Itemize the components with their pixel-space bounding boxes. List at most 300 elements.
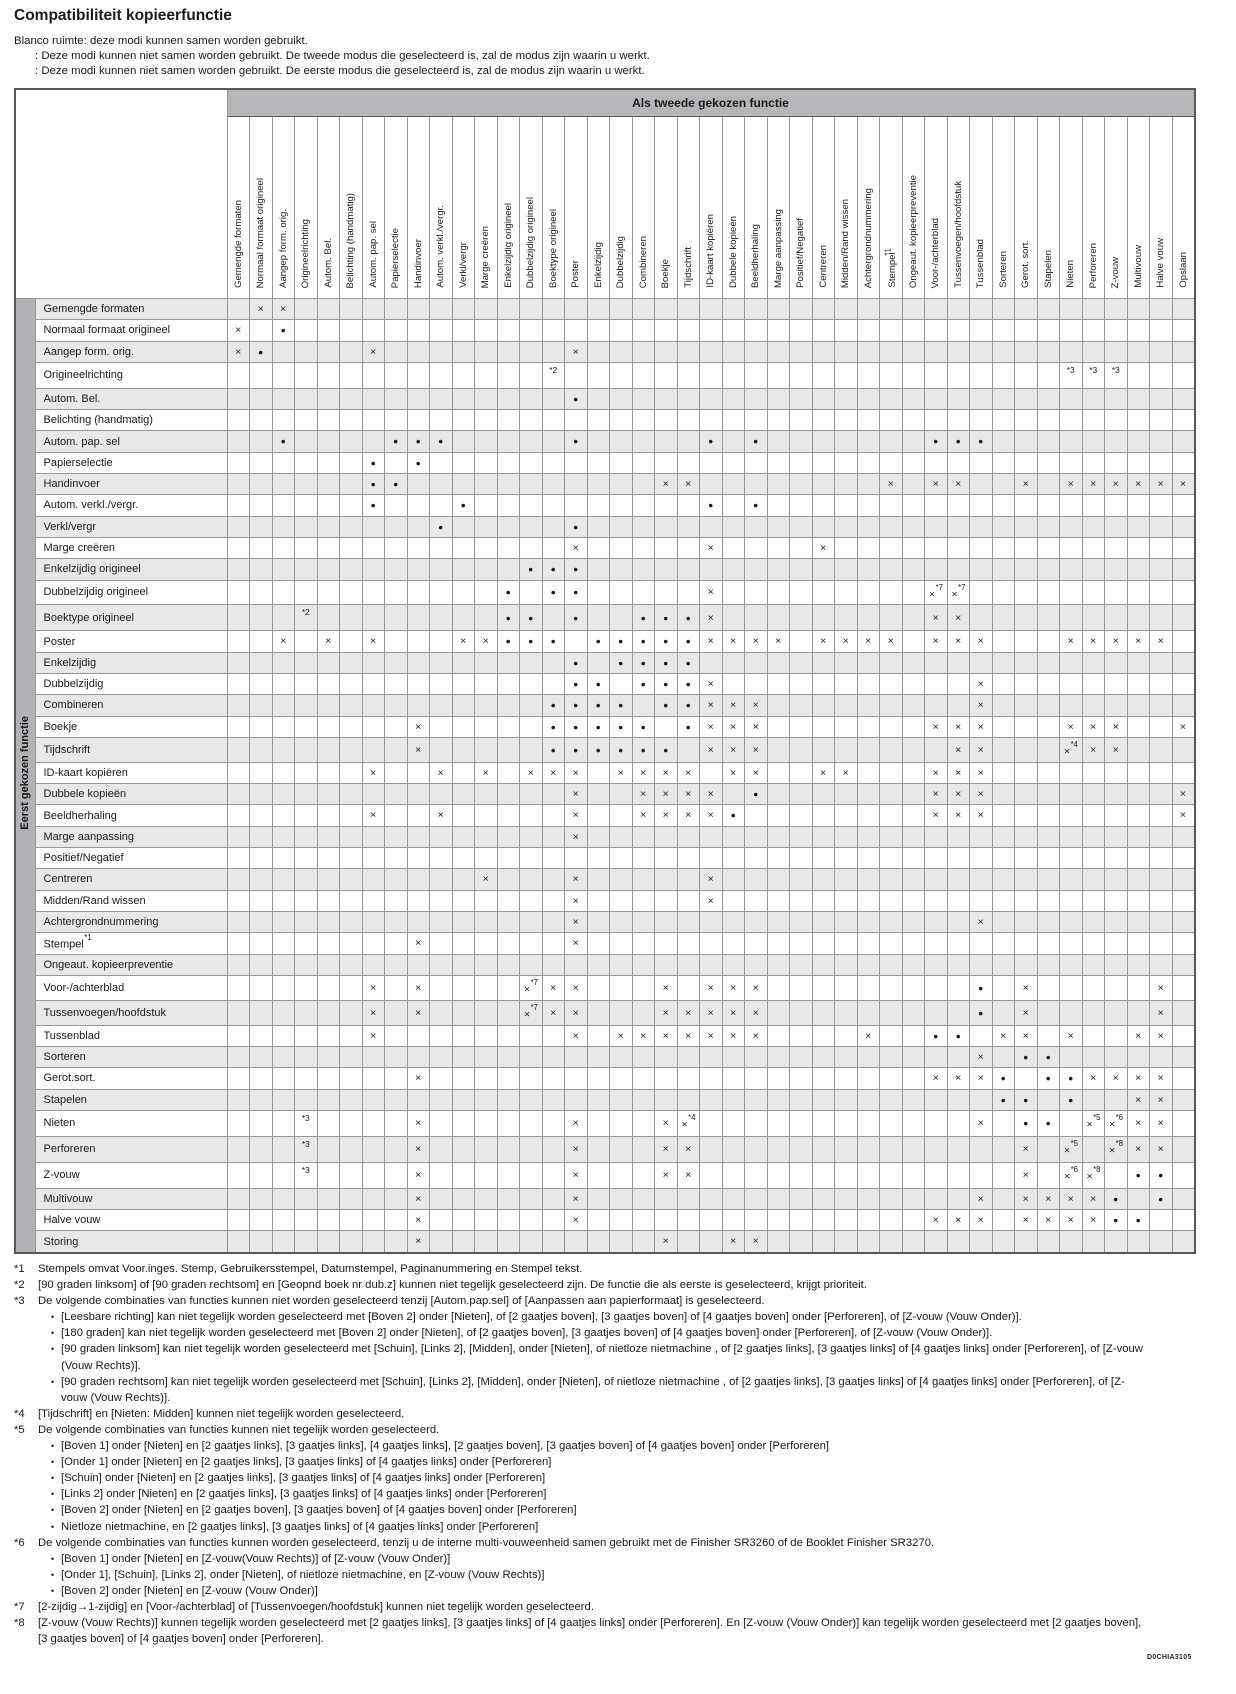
matrix-cell-r24c7 — [362, 805, 385, 826]
matrix-cell-r13c33 — [947, 559, 970, 580]
matrix-cell-r1c30 — [880, 299, 903, 320]
matrix-cell-r5c12 — [475, 388, 498, 409]
matrix-cell-r15c14 — [520, 605, 543, 631]
matrix-row-6 — [15, 410, 1195, 431]
matrix-cell-r12c17 — [587, 537, 610, 558]
matrix-cell-r26c2 — [250, 848, 273, 869]
matrix-cell-r23c35 — [992, 784, 1015, 805]
dot-mark: ● — [550, 744, 556, 755]
matrix-cell-r42c28 — [835, 1210, 858, 1231]
row-label-7: Autom. pap. sel — [35, 431, 227, 452]
matrix-cell-r43c6 — [340, 1231, 363, 1253]
matrix-cell-r31c36 — [1015, 954, 1038, 975]
matrix-cell-r41c43 — [1172, 1188, 1195, 1209]
bullet-text: [Boven 1] onder [Nieten] en [2 gaatjes links], [3 gaatjes links], [4 gaatjes links], [2 gaatjes boven], [3 gaatjes boven] of [4 gaatjes boven] onder [Perforeren] — [61, 1440, 830, 1453]
matrix-cell-r5c3 — [272, 388, 295, 409]
column-header-label: Autom. Bel. — [322, 238, 334, 288]
matrix-cell-r8c1 — [227, 452, 250, 473]
matrix-cell-r31c18 — [610, 954, 633, 975]
matrix-cell-r12c2 — [250, 537, 273, 558]
matrix-cell-r41c10 — [430, 1188, 453, 1209]
matrix-cell-r20c39 — [1082, 716, 1105, 737]
cross-mark: × — [707, 586, 714, 599]
matrix-cell-r4c10 — [430, 362, 453, 388]
column-header-label: Midden/Rand wissen — [840, 198, 852, 288]
matrix-cell-r27c42 — [1150, 869, 1173, 890]
matrix-cell-r29c19 — [632, 911, 655, 932]
matrix-cell-r17c14 — [520, 652, 543, 673]
matrix-cell-r12c32 — [925, 537, 948, 558]
matrix-cell-r30c34 — [970, 933, 993, 954]
matrix-cell-r29c40 — [1105, 911, 1128, 932]
matrix-cell-r36c17 — [587, 1068, 610, 1089]
matrix-cell-r11c33 — [947, 516, 970, 537]
matrix-cell-r22c33 — [947, 762, 970, 783]
cross-mark: × — [842, 635, 849, 648]
matrix-cell-r20c1 — [227, 716, 250, 737]
matrix-cell-r6c40 — [1105, 410, 1128, 431]
matrix-cell-r12c7 — [362, 537, 385, 558]
matrix-cell-r2c37 — [1037, 320, 1060, 341]
matrix-cell-r22c1 — [227, 762, 250, 783]
matrix-cell-r5c15 — [542, 388, 565, 409]
cross-mark: × — [1067, 1214, 1074, 1227]
matrix-cell-r32c10 — [430, 975, 453, 1000]
matrix-cell-r38c28 — [835, 1110, 858, 1136]
footnote-bullet — [14, 1438, 1143, 1454]
matrix-cell-r21c2 — [250, 737, 273, 762]
matrix-cell-r17c40 — [1105, 652, 1128, 673]
matrix-cell-r30c23 — [722, 933, 745, 954]
matrix-cell-r12c37 — [1037, 537, 1060, 558]
column-header-38 — [1060, 117, 1083, 299]
matrix-cell-r15c9 — [407, 605, 430, 631]
matrix-cell-r16c1 — [227, 631, 250, 652]
matrix-cell-r17c24 — [745, 652, 768, 673]
column-header-label: Gemengde formaten — [232, 200, 244, 288]
matrix-cell-r33c9 — [407, 1000, 430, 1025]
matrix-cell-r20c29 — [857, 716, 880, 737]
matrix-cell-r22c31 — [902, 762, 925, 783]
matrix-cell-r43c17 — [587, 1231, 610, 1253]
column-header-27 — [812, 117, 835, 299]
cross-mark: × — [572, 809, 579, 822]
matrix-cell-r38c19 — [632, 1110, 655, 1136]
matrix-cell-r38c12 — [475, 1110, 498, 1136]
matrix-cell-r5c38 — [1060, 388, 1083, 409]
cross-mark: × — [955, 809, 962, 822]
matrix-row-29 — [15, 911, 1195, 932]
matrix-cell-r1c41 — [1127, 299, 1150, 320]
matrix-cell-r12c21 — [677, 537, 700, 558]
matrix-cell-r15c26 — [790, 605, 813, 631]
matrix-cell-r35c7 — [362, 1047, 385, 1068]
matrix-cell-r35c2 — [250, 1047, 273, 1068]
matrix-cell-r21c22 — [700, 737, 723, 762]
matrix-cell-r17c37 — [1037, 652, 1060, 673]
compatibility-matrix-wrap — [14, 88, 1196, 1254]
matrix-cell-r28c22 — [700, 890, 723, 911]
matrix-cell-r2c43 — [1172, 320, 1195, 341]
matrix-cell-r2c9 — [407, 320, 430, 341]
matrix-cell-r2c11 — [452, 320, 475, 341]
matrix-cell-r3c28 — [835, 341, 858, 362]
matrix-cell-r26c11 — [452, 848, 475, 869]
matrix-cell-r20c22 — [700, 716, 723, 737]
matrix-cell-r13c25 — [767, 559, 790, 580]
cross-mark: × — [1022, 1029, 1029, 1042]
matrix-cell-r38c43 — [1172, 1110, 1195, 1136]
matrix-cell-r3c25 — [767, 341, 790, 362]
matrix-row-21 — [15, 737, 1195, 762]
matrix-cell-r4c21 — [677, 362, 700, 388]
matrix-cell-r15c37 — [1037, 605, 1060, 631]
matrix-cell-r37c30 — [880, 1089, 903, 1110]
matrix-cell-r15c20 — [655, 605, 678, 631]
matrix-cell-r13c15 — [542, 559, 565, 580]
matrix-cell-r17c17 — [587, 652, 610, 673]
matrix-cell-r20c5 — [317, 716, 340, 737]
matrix-cell-r4c9 — [407, 362, 430, 388]
row-label-11: Verkl/vergr — [35, 516, 227, 537]
matrix-cell-r41c34 — [970, 1188, 993, 1209]
matrix-cell-r41c16 — [565, 1188, 588, 1209]
matrix-cell-r30c37 — [1037, 933, 1060, 954]
matrix-cell-r30c20 — [655, 933, 678, 954]
matrix-cell-r11c41 — [1127, 516, 1150, 537]
matrix-cell-r13c5 — [317, 559, 340, 580]
matrix-cell-r4c33 — [947, 362, 970, 388]
matrix-cell-r19c10 — [430, 695, 453, 716]
footnote-3 — [14, 1293, 1143, 1309]
matrix-cell-r23c1 — [227, 784, 250, 805]
matrix-cell-r1c36 — [1015, 299, 1038, 320]
matrix-cell-r7c2 — [250, 431, 273, 452]
matrix-cell-r37c20 — [655, 1089, 678, 1110]
cross-mark: × — [1090, 635, 1097, 648]
matrix-cell-r22c3 — [272, 762, 295, 783]
cross-mark: × — [752, 635, 759, 648]
matrix-cell-r16c31 — [902, 631, 925, 652]
cross-mark: × — [932, 720, 939, 733]
matrix-row-27 — [15, 869, 1195, 890]
cross-mark: × — [1108, 1119, 1116, 1132]
matrix-cell-r35c22 — [700, 1047, 723, 1068]
cross-mark: × — [955, 635, 962, 648]
cross-mark: × — [662, 478, 669, 491]
row-label-30: Stempel$^{*1}$ — [35, 933, 227, 954]
matrix-cell-r18c6 — [340, 674, 363, 695]
matrix-cell-r3c23 — [722, 341, 745, 362]
cross-mark: × — [662, 1143, 669, 1156]
matrix-cell-r22c7 — [362, 762, 385, 783]
matrix-row-33 — [15, 1000, 1195, 1025]
matrix-cell-r7c34 — [970, 431, 993, 452]
matrix-cell-r41c27 — [812, 1188, 835, 1209]
matrix-cell-r30c39 — [1082, 933, 1105, 954]
dot-mark: ● — [595, 721, 601, 732]
matrix-cell-r2c10 — [430, 320, 453, 341]
matrix-cell-r33c5 — [317, 1000, 340, 1025]
matrix-cell-r30c21 — [677, 933, 700, 954]
column-header-label: Normaal formaat origineel — [255, 177, 267, 288]
matrix-cell-r21c38 — [1060, 737, 1083, 762]
matrix-cell-r29c14 — [520, 911, 543, 932]
matrix-cell-r2c1 — [227, 320, 250, 341]
cross-mark: × — [752, 1029, 759, 1042]
matrix-cell-r21c41 — [1127, 737, 1150, 762]
matrix-cell-r24c21 — [677, 805, 700, 826]
matrix-cell-r10c24 — [745, 495, 768, 516]
matrix-cell-r34c12 — [475, 1025, 498, 1046]
matrix-row-35 — [15, 1047, 1195, 1068]
matrix-cell-r27c40 — [1105, 869, 1128, 890]
matrix-cell-r28c13 — [497, 890, 520, 911]
matrix-cell-r14c15 — [542, 580, 565, 605]
matrix-cell-r3c22 — [700, 341, 723, 362]
matrix-cell-r24c6 — [340, 805, 363, 826]
matrix-cell-r24c24 — [745, 805, 768, 826]
matrix-cell-r2c8 — [385, 320, 408, 341]
matrix-cell-r23c37 — [1037, 784, 1060, 805]
column-header-31 — [902, 117, 925, 299]
matrix-cell-r36c29 — [857, 1068, 880, 1089]
matrix-cell-r21c39 — [1082, 737, 1105, 762]
matrix-cell-r42c40 — [1105, 1210, 1128, 1231]
matrix-cell-r42c32 — [925, 1210, 948, 1231]
column-header-label: Gerot. sort. — [1020, 240, 1032, 288]
matrix-cell-r34c22 — [700, 1025, 723, 1046]
matrix-cell-r14c16 — [565, 580, 588, 605]
matrix-cell-r10c13 — [497, 495, 520, 516]
matrix-cell-r33c38 — [1060, 1000, 1083, 1025]
dot-mark: ● — [753, 500, 759, 511]
cross-mark: × — [1000, 1029, 1007, 1042]
matrix-cell-r5c17 — [587, 388, 610, 409]
matrix-cell-r31c7 — [362, 954, 385, 975]
matrix-cell-r15c36 — [1015, 605, 1038, 631]
matrix-cell-r2c5 — [317, 320, 340, 341]
footnote-ref: *3 — [301, 1164, 310, 1175]
matrix-cell-r17c18 — [610, 652, 633, 673]
matrix-cell-r23c22 — [700, 784, 723, 805]
matrix-cell-r21c24 — [745, 737, 768, 762]
dot-mark: ● — [595, 636, 601, 647]
matrix-cell-r9c11 — [452, 474, 475, 495]
matrix-cell-r26c12 — [475, 848, 498, 869]
matrix-cell-r31c33 — [947, 954, 970, 975]
matrix-cell-r22c6 — [340, 762, 363, 783]
matrix-cell-r26c25 — [767, 848, 790, 869]
matrix-cell-r3c42 — [1150, 341, 1173, 362]
matrix-cell-r40c31 — [902, 1162, 925, 1188]
matrix-cell-r3c5 — [317, 341, 340, 362]
matrix-cell-r36c25 — [767, 1068, 790, 1089]
cross-mark: × — [707, 541, 714, 554]
matrix-cell-r31c21 — [677, 954, 700, 975]
bullet-text: [Leesbare richting] kan niet tegelijk worden geselecteerd met [Boven 2] onder [Nieten], of [2 gaatjes boven], [3 gaatjes boven] of [4 gaatjes boven] onder [Perforeren], of [Z-vouw (Vouw Onder)]. — [61, 1311, 1022, 1324]
matrix-cell-r23c23 — [722, 784, 745, 805]
matrix-cell-r34c8 — [385, 1025, 408, 1046]
matrix-cell-r27c18 — [610, 869, 633, 890]
cross-mark: × — [887, 478, 894, 491]
matrix-cell-r15c3 — [272, 605, 295, 631]
matrix-cell-r18c3 — [272, 674, 295, 695]
matrix-cell-r27c22 — [700, 869, 723, 890]
matrix-cell-r14c30 — [880, 580, 903, 605]
matrix-cell-r25c29 — [857, 826, 880, 847]
matrix-cell-r18c19 — [632, 674, 655, 695]
matrix-cell-r10c21 — [677, 495, 700, 516]
matrix-cell-r14c9 — [407, 580, 430, 605]
matrix-cell-r18c11 — [452, 674, 475, 695]
matrix-cell-r37c14 — [520, 1089, 543, 1110]
column-header-label: Stapelen — [1042, 250, 1054, 288]
matrix-cell-r2c39 — [1082, 320, 1105, 341]
matrix-cell-r3c8 — [385, 341, 408, 362]
matrix-cell-r36c39 — [1082, 1068, 1105, 1089]
matrix-cell-r19c8 — [385, 695, 408, 716]
matrix-cell-r21c25 — [767, 737, 790, 762]
matrix-cell-r28c25 — [767, 890, 790, 911]
matrix-row-28 — [15, 890, 1195, 911]
cross-mark: × — [617, 1029, 624, 1042]
matrix-cell-r27c6 — [340, 869, 363, 890]
matrix-cell-r40c7 — [362, 1162, 385, 1188]
cross-mark: × — [977, 720, 984, 733]
matrix-cell-r23c6 — [340, 784, 363, 805]
matrix-cell-r3c19 — [632, 341, 655, 362]
matrix-cell-r2c22 — [700, 320, 723, 341]
matrix-cell-r11c30 — [880, 516, 903, 537]
cross-mark: × — [1045, 1214, 1052, 1227]
matrix-cell-r8c30 — [880, 452, 903, 473]
matrix-cell-r26c13 — [497, 848, 520, 869]
matrix-cell-r19c34 — [970, 695, 993, 716]
matrix-cell-r35c21 — [677, 1047, 700, 1068]
matrix-cell-r5c36 — [1015, 388, 1038, 409]
matrix-cell-r11c14 — [520, 516, 543, 537]
matrix-cell-r26c19 — [632, 848, 655, 869]
matrix-cell-r11c5 — [317, 516, 340, 537]
cross-mark: × — [730, 1235, 737, 1248]
matrix-cell-r13c9 — [407, 559, 430, 580]
matrix-cell-r5c21 — [677, 388, 700, 409]
matrix-cell-r18c20 — [655, 674, 678, 695]
matrix-cell-r39c14 — [520, 1136, 543, 1162]
matrix-cell-r29c5 — [317, 911, 340, 932]
cross-mark: × — [1157, 1117, 1164, 1130]
matrix-cell-r35c28 — [835, 1047, 858, 1068]
matrix-cell-r26c23 — [722, 848, 745, 869]
matrix-cell-r33c7 — [362, 1000, 385, 1025]
matrix-cell-r31c43 — [1172, 954, 1195, 975]
cross-mark: × — [685, 788, 692, 801]
matrix-cell-r39c12 — [475, 1136, 498, 1162]
footnote-ref: *3 — [301, 1138, 310, 1149]
matrix-cell-r8c35 — [992, 452, 1015, 473]
matrix-cell-r17c15 — [542, 652, 565, 673]
matrix-cell-r17c30 — [880, 652, 903, 673]
matrix-cell-r23c33 — [947, 784, 970, 805]
matrix-cell-r15c7 — [362, 605, 385, 631]
matrix-cell-r1c26 — [790, 299, 813, 320]
matrix-cell-r19c23 — [722, 695, 745, 716]
matrix-cell-r28c38 — [1060, 890, 1083, 911]
matrix-cell-r27c13 — [497, 869, 520, 890]
row-label-34: Tussenblad — [35, 1025, 227, 1046]
matrix-cell-r21c33 — [947, 737, 970, 762]
matrix-cell-r1c6 — [340, 299, 363, 320]
matrix-cell-r33c13 — [497, 1000, 520, 1025]
matrix-cell-r3c4 — [295, 341, 318, 362]
matrix-cell-r16c34 — [970, 631, 993, 652]
matrix-cell-r3c11 — [452, 341, 475, 362]
matrix-cell-r12c38 — [1060, 537, 1083, 558]
matrix-cell-r1c12 — [475, 299, 498, 320]
row-label-13: Enkelzijdig origineel — [35, 559, 227, 580]
matrix-cell-r35c6 — [340, 1047, 363, 1068]
matrix-cell-r3c15 — [542, 341, 565, 362]
footnote-7 — [14, 1599, 1143, 1615]
cross-mark: × — [977, 1117, 984, 1130]
matrix-cell-r36c36 — [1015, 1068, 1038, 1089]
matrix-cell-r33c24 — [745, 1000, 768, 1025]
matrix-cell-r34c9 — [407, 1025, 430, 1046]
matrix-cell-r38c29 — [857, 1110, 880, 1136]
matrix-cell-r19c30 — [880, 695, 903, 716]
matrix-cell-r36c4 — [295, 1068, 318, 1089]
matrix-cell-r9c24 — [745, 474, 768, 495]
matrix-cell-r4c43 — [1172, 362, 1195, 388]
matrix-cell-r39c8 — [385, 1136, 408, 1162]
cross-mark: × — [572, 766, 579, 779]
matrix-cell-r2c34 — [970, 320, 993, 341]
matrix-cell-r33c36 — [1015, 1000, 1038, 1025]
matrix-cell-r35c39 — [1082, 1047, 1105, 1068]
matrix-cell-r13c10 — [430, 559, 453, 580]
matrix-cell-r33c2 — [250, 1000, 273, 1025]
matrix-cell-r28c19 — [632, 890, 655, 911]
cross-mark: × — [730, 1006, 737, 1019]
matrix-cell-r40c4 — [295, 1162, 318, 1188]
matrix-cell-r22c23 — [722, 762, 745, 783]
dot-mark: ● — [573, 721, 579, 732]
matrix-cell-r43c12 — [475, 1231, 498, 1253]
matrix-cell-r29c20 — [655, 911, 678, 932]
matrix-cell-r8c41 — [1127, 452, 1150, 473]
matrix-cell-r19c29 — [857, 695, 880, 716]
matrix-cell-r11c15 — [542, 516, 565, 537]
matrix-cell-r20c11 — [452, 716, 475, 737]
matrix-cell-r34c38 — [1060, 1025, 1083, 1046]
matrix-cell-r23c3 — [272, 784, 295, 805]
matrix-cell-r26c31 — [902, 848, 925, 869]
column-header-41 — [1127, 117, 1150, 299]
matrix-cell-r38c37 — [1037, 1110, 1060, 1136]
matrix-cell-r13c19 — [632, 559, 655, 580]
matrix-cell-r31c27 — [812, 954, 835, 975]
matrix-cell-r19c3 — [272, 695, 295, 716]
matrix-cell-r42c30 — [880, 1210, 903, 1231]
matrix-cell-r25c17 — [587, 826, 610, 847]
matrix-cell-r43c28 — [835, 1231, 858, 1253]
matrix-cell-r26c39 — [1082, 848, 1105, 869]
matrix-cell-r41c38 — [1060, 1188, 1083, 1209]
matrix-cell-r13c26 — [790, 559, 813, 580]
matrix-cell-r23c29 — [857, 784, 880, 805]
matrix-cell-r17c1 — [227, 652, 250, 673]
